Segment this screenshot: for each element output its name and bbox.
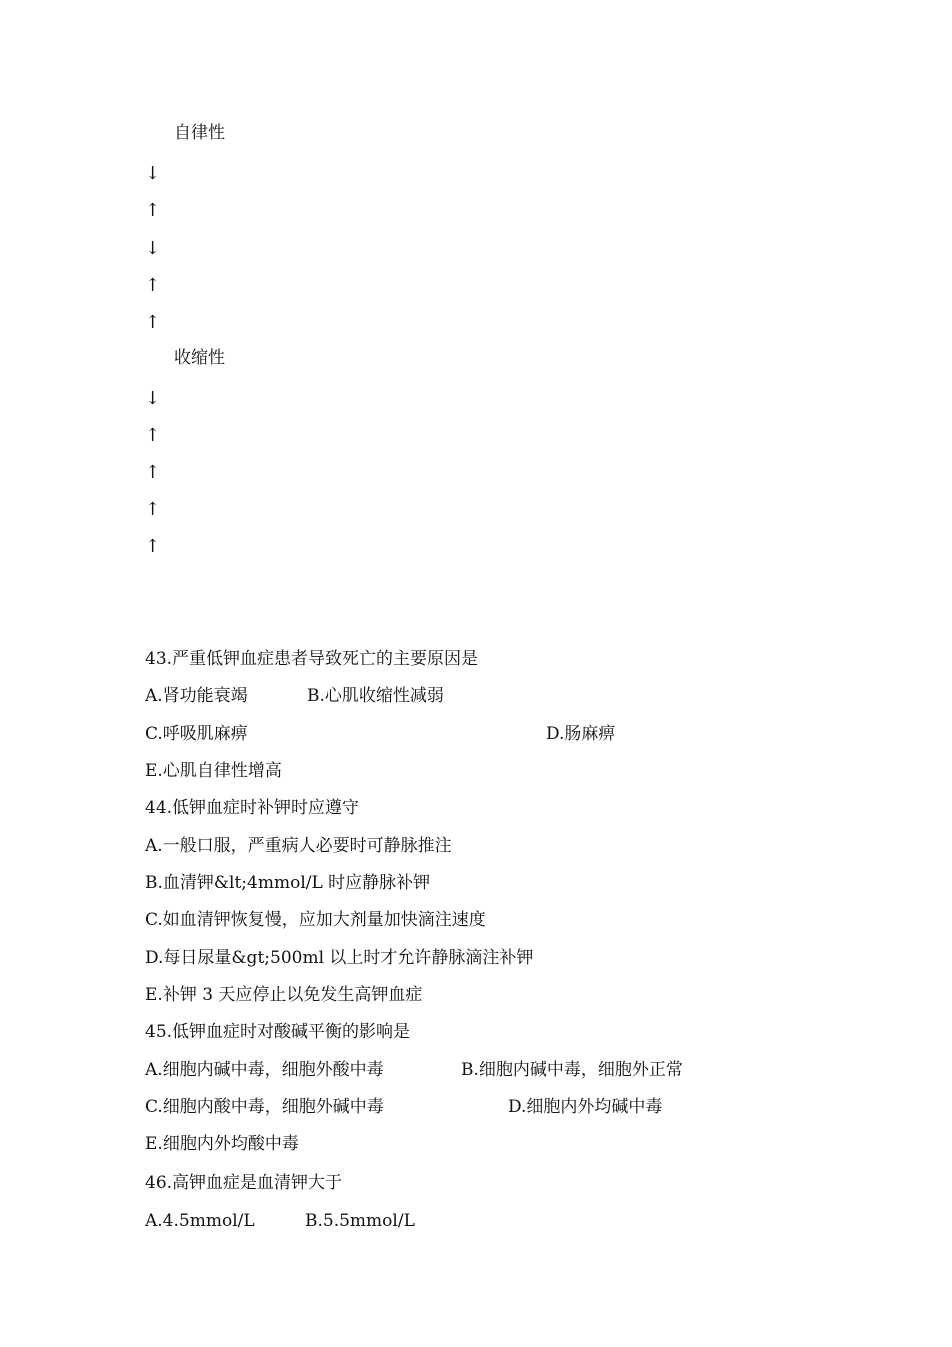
q45-stem: 45.低钾血症时对酸碱平衡的影响是	[145, 1022, 411, 1042]
q44-option-a: A.一般口服，严重病人必要时可静脉推注	[145, 836, 452, 856]
q44-stem: 44.低钾血症时补钾时应遵守	[145, 798, 360, 818]
contractility-arrow-5: ↑	[145, 536, 161, 557]
q46-stem: 46.高钾血症是血清钾大于	[145, 1173, 343, 1193]
q43-option-c: C.呼吸肌麻痹	[145, 724, 248, 744]
autorhythmicity-arrow-3: ↓	[145, 238, 161, 259]
q44-option-b: B.血清钾&lt;4mmol/L 时应静脉补钾	[145, 873, 431, 893]
contractility-label: 收缩性	[174, 348, 225, 368]
autorhythmicity-arrow-1: ↓	[145, 163, 161, 184]
q45-option-d: D.细胞内外均碱中毒	[508, 1097, 663, 1117]
q46-option-a: A.4.5mmol/L	[145, 1211, 255, 1231]
autorhythmicity-arrow-5: ↑	[145, 312, 161, 333]
q43-option-d: D.肠麻痹	[546, 724, 616, 744]
contractility-arrow-1: ↓	[145, 388, 161, 409]
q43-option-b: B.心肌收缩性减弱	[307, 686, 444, 706]
autorhythmicity-label: 自律性	[174, 123, 225, 143]
q45-option-a: A.细胞内碱中毒，细胞外酸中毒	[145, 1060, 384, 1080]
q43-option-a: A.肾功能衰竭	[145, 686, 248, 706]
contractility-arrow-3: ↑	[145, 462, 161, 483]
contractility-arrow-4: ↑	[145, 499, 161, 520]
q43-stem: 43.严重低钾血症患者导致死亡的主要原因是	[145, 649, 479, 669]
q44-option-d: D.每日尿量&gt;500ml 以上时才允许静脉滴注补钾	[145, 948, 534, 968]
contractility-arrow-2: ↑	[145, 425, 161, 446]
q44-option-c: C.如血清钾恢复慢，应加大剂量加快滴注速度	[145, 910, 486, 930]
q43-option-e: E.心肌自律性增高	[145, 761, 282, 781]
autorhythmicity-arrow-4: ↑	[145, 275, 161, 296]
q45-option-e: E.细胞内外均酸中毒	[145, 1134, 299, 1154]
q46-option-b: B.5.5mmol/L	[305, 1211, 415, 1231]
q45-option-b: B.细胞内碱中毒，细胞外正常	[461, 1060, 683, 1080]
q44-option-e: E.补钾 3 天应停止以免发生高钾血症	[145, 985, 423, 1005]
autorhythmicity-arrow-2: ↑	[145, 200, 161, 221]
q45-option-c: C.细胞内酸中毒，细胞外碱中毒	[145, 1097, 384, 1117]
